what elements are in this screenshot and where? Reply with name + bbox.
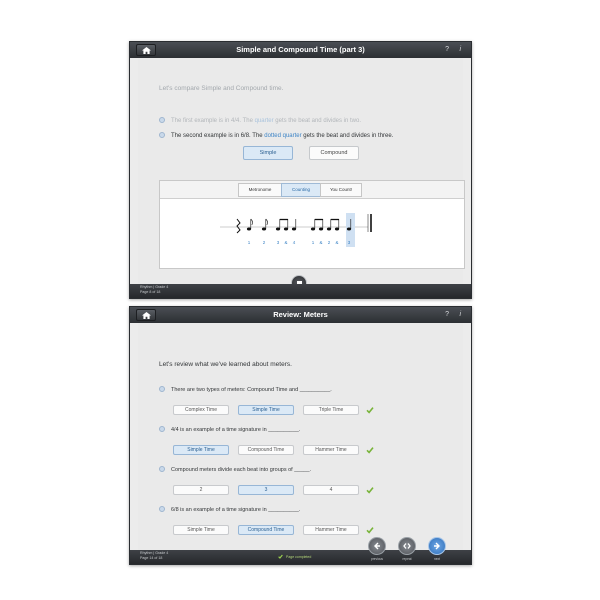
note-head (327, 228, 331, 231)
answer-button[interactable]: Compound Time (238, 445, 294, 455)
course-info (140, 551, 168, 561)
previous-label: previous (370, 557, 384, 561)
example-option-second[interactable] (159, 132, 393, 139)
checkmark-icon (366, 446, 374, 454)
info-icon[interactable]: i (459, 311, 461, 318)
term-link-quarter[interactable]: quarter (254, 118, 274, 124)
radio-bullet-icon (159, 132, 165, 138)
arrow-right-icon (432, 541, 442, 551)
note-head (276, 228, 280, 231)
course-name: Rhythm | Grade 4 (140, 551, 169, 555)
note-head (292, 228, 296, 231)
rhythm-player (159, 180, 465, 269)
page-number: Page 14 of 18 (140, 556, 163, 560)
answer-button[interactable]: 4 (303, 485, 359, 495)
notes (247, 219, 351, 231)
quarter-rest-icon (237, 219, 240, 233)
question-3 (159, 466, 311, 473)
repeat-label: repeat (402, 557, 412, 561)
question-4 (159, 506, 300, 513)
checkmark-icon (366, 526, 374, 534)
page-title: Simple and Compound Time (part 3) (236, 45, 365, 54)
note-head (262, 228, 266, 231)
example-option-first[interactable] (159, 117, 361, 124)
home-button[interactable] (136, 309, 156, 321)
simple-button[interactable]: Simple (243, 146, 293, 160)
count-label: 2 (327, 240, 331, 245)
player-tabs (160, 181, 464, 199)
review-content (138, 323, 463, 550)
answer-button-selected[interactable]: Compound Time (238, 525, 294, 535)
count-label: 1 (311, 240, 315, 245)
next-button[interactable] (428, 537, 446, 555)
answer-button[interactable]: Simple Time (173, 525, 229, 535)
radio-bullet-icon (159, 117, 165, 123)
note-head (319, 228, 323, 231)
page-title: Review: Meters (273, 310, 328, 319)
window-review-meters (129, 306, 472, 565)
page-completed-text: Page completed (286, 555, 312, 559)
answer-button[interactable]: 2 (173, 485, 229, 495)
note-head (247, 228, 251, 231)
question-text: Compound meters divide each beat into groups of _____. (171, 467, 312, 473)
option-text: gets the beat and divides in two. (273, 118, 361, 124)
bullet-icon (159, 426, 165, 432)
option-text: The second example is in 6/8. The (171, 133, 265, 139)
answer-button[interactable]: Hammer Time (303, 445, 359, 455)
footer-bar (130, 284, 471, 298)
rhythm-notation (160, 199, 464, 269)
note-head (335, 228, 339, 231)
question-text: 6/8 is an example of a time signature in __________. (171, 507, 301, 513)
bullet-icon (159, 506, 165, 512)
tab-metronome[interactable]: Metronome (238, 183, 282, 197)
question-text: There are two types of meters: Compound Time and __________. (171, 387, 332, 393)
compound-button[interactable]: Compound (309, 146, 359, 160)
answer-button-selected[interactable]: Simple Time (238, 405, 294, 415)
count-label: 3 (347, 240, 351, 245)
option-text: The first example is in 4/4. The (171, 118, 255, 124)
next-label: next (433, 557, 441, 561)
answer-button[interactable]: Complex Time (173, 405, 229, 415)
count-label: 1 (247, 240, 251, 245)
title-bar (130, 307, 471, 323)
arrow-left-icon (372, 541, 382, 551)
question-1 (159, 386, 332, 393)
question-text: 4/4 is an example of a time signature in __________. (171, 427, 301, 433)
home-button[interactable] (136, 44, 156, 56)
answer-button-selected[interactable]: Simple Time (173, 445, 229, 455)
count-label: & (284, 240, 288, 245)
footer-bar (130, 550, 471, 564)
note-head (311, 228, 315, 231)
answer-button[interactable]: Triple Time (303, 405, 359, 415)
title-bar (130, 42, 471, 58)
page-number: Page 8 of 18 (140, 290, 161, 294)
checkmark-icon (366, 406, 374, 414)
tab-counting[interactable]: Counting (281, 183, 321, 197)
bullet-icon (159, 386, 165, 392)
repeat-icon (402, 541, 412, 551)
count-label: 4 (292, 240, 296, 245)
check-icon (278, 554, 283, 559)
help-icon[interactable]: ? (445, 311, 449, 318)
lesson-content (138, 58, 463, 284)
window-simple-compound-time (129, 41, 472, 299)
note-head (347, 228, 351, 231)
help-icon[interactable]: ? (445, 46, 449, 53)
info-icon[interactable]: i (459, 46, 461, 53)
note-head (284, 228, 288, 231)
option-text: gets the beat and divides in three. (301, 133, 394, 139)
course-info (140, 285, 168, 295)
question-2 (159, 426, 300, 433)
tab-you-count[interactable]: You Count! (320, 183, 362, 197)
course-name: Rhythm | Grade 4 (140, 285, 169, 289)
count-label: 2 (262, 240, 266, 245)
home-icon (142, 47, 151, 54)
count-labels (248, 240, 351, 245)
answer-button[interactable]: Hammer Time (303, 525, 359, 535)
bullet-icon (159, 466, 165, 472)
term-link-dotted-quarter[interactable]: dotted quarter (264, 133, 302, 139)
review-intro: Let's review what we've learned about meters. (159, 361, 292, 368)
count-label: & (319, 240, 323, 245)
repeat-button[interactable] (398, 537, 416, 555)
page-completed-status (278, 552, 311, 562)
count-label: & (335, 240, 339, 245)
answer-button-selected[interactable]: 3 (238, 485, 294, 495)
checkmark-icon (366, 486, 374, 494)
previous-button[interactable] (368, 537, 386, 555)
home-icon (142, 312, 151, 319)
lesson-intro: Let's compare Simple and Compound time. (159, 85, 284, 92)
count-label: 3 (276, 240, 280, 245)
